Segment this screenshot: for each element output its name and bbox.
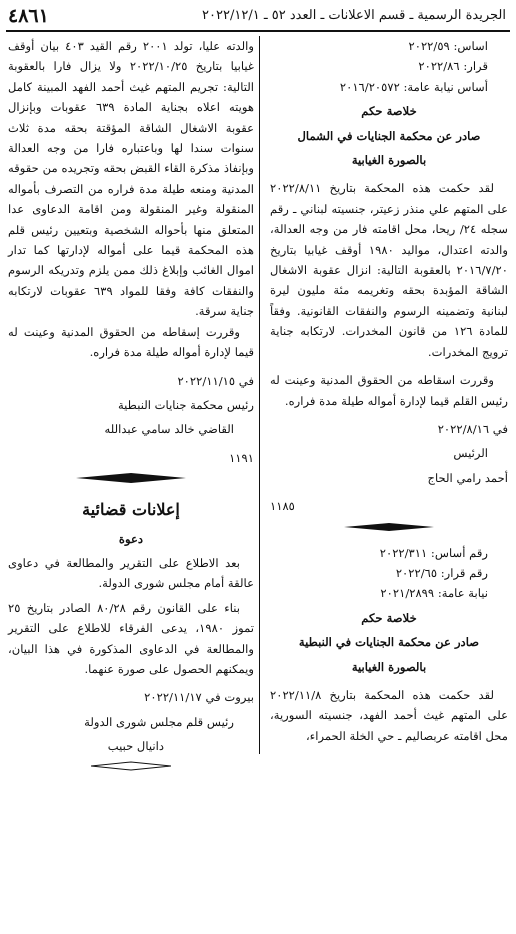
page-header (6, 4, 510, 32)
judgment-body: لقد حكمت هذه المحكمة بتاريخ ٢٠٢٢/٨/١١ على المتهم علي منذر زعيتر، جنسيته لبناني ـ رقم سجله ٢٤/ ريحا، محل اقامته فار من وجه العدالة، والدته اعتدال، مواليد ١٩٨٠ أوقف غيابيا بتاريخ ٢٠١٦/٧/٢٠ بالعقوبة التالية: انزال عقوبة الاشغال الشاقة المؤبدة بحقه وتغريمه مئة مليون ليرة لبنانية وتضمينه الرسوم والنفقات القانونية. وفقاً للمادة ١٢٦ من قانون المخدرات. لارتكابه جناية ترويج المخدرات. (270, 181, 509, 359)
header-title: الجريدة الرسمية ـ قسم الاعلانات ـ العدد ٥٢ ـ ٢٠٢٢/١٢/١ (202, 8, 506, 23)
prosecution-number-2: نيابة عامة: ٢٠٢١/٢٨٩٩ (380, 586, 488, 601)
basis-number-2: رقم أساس: ٢٠٢٢/٣١١ (379, 545, 488, 560)
closing-ornament (8, 761, 254, 779)
right-column (270, 36, 508, 930)
left-column (8, 36, 254, 930)
judgment-date-left: في ٢٠٢٢/١١/١٥ (177, 373, 254, 388)
absentia-heading-2: بالصورة الغيابية (351, 659, 427, 674)
judgment-date: في ٢٠٢٢/٨/١٦ (437, 421, 508, 436)
notice-paragraph-2: بناء على القانون رقم ٨٠/٢٨ الصادر بتاريخ ٢٥ تموز ١٩٨٠، يدعى الفرقاء للاطلاع على التقرير والمطالعة في الدعاوى المذكورة في هذا البيان، ويمكنهم الحصول على صورة عنهما. (8, 600, 254, 676)
prosecution-basis: أساس نيابة عامة: ٢٠١٦/٢٠٥٧٢ (339, 79, 488, 94)
column-divider (259, 36, 260, 754)
president-title: الرئيس (453, 446, 488, 461)
separator-bar (270, 521, 508, 539)
section-title: إعلانات قضائية (82, 500, 180, 520)
notice-heading: دعوة (118, 531, 144, 546)
judge-name: القاضي خالد سامي عبدالله (104, 422, 234, 437)
basis-number: اساس: ٢٠٢٢/٥٩ (408, 39, 488, 53)
notice-date: بيروت في ٢٠٢٢/١١/١٧ (144, 690, 254, 705)
absentia-heading: بالصورة الغيابية (351, 153, 427, 168)
page-number: ٤٨٦١ (8, 5, 49, 27)
summary-heading: خلاصة حكم (361, 104, 417, 119)
notice-paragraph-1: بعد الاطلاع على التقرير والمطالعة في دعاوى عالقة أمام مجلس شورى الدولة. (8, 555, 254, 591)
judgment-body-2: لقد حكمت هذه المحكمة بتاريخ ٢٠٢٢/١١/٨ على المتهم غيث أحمد الفهد، جنسيته السورية، محل اقامته عربصاليم ـ حي الخلة الحمراء، (270, 687, 508, 743)
registry-head: رئيس قلم مجلس شورى الدولة (84, 714, 234, 729)
reference-number: ١١٨٥ (270, 499, 295, 514)
court-heading-2: صادر عن محكمة الجنايات في النبطية (298, 635, 480, 650)
decision-number: قرار: ٢٠٢٢/٨٦ (418, 59, 488, 74)
court-president: رئيس محكمة جنايات النبطية (117, 397, 254, 412)
court-heading: صادر عن محكمة الجنايات في الشمال (297, 128, 481, 143)
registry-name: دانيال حبيب (107, 739, 164, 754)
judgment-continued: والدته عليا، تولد ٢٠٠١ رقم القيد ٤٠٣ بيان أوقف غيابيا بتاريخ ٢٠٢٢/١٠/٢٥ ولا يزال فارا بالعقوبة التالية: تجريم المتهم غيث أحمد الفهد المبينة كامل هويته اعلاه بجناية المادة ٦٣٩ عقوبات وبإنزال عقوبة الاشغال الشاقة المؤقتة بحقه مدة ثلاث سنوات سندا لها وباعتباره فارا من وجه العدالة وبإنفاذ مذكرة القاء القبض بحقه وتجريده من حقوقه المدنية ومنعه طيلة مدة فراره من التصرف بأمواله المنقولة وغير المنقولة ومن اقامة الدعاوى عدا المتعلق منها بأحواله الشخصية وبتعيين رئيس قلم هذه المحكمة قيما على أمواله لإدارتها كما تدار اموال الغائب وإبلاغ ذلك ممن يلزم وتدريكه الرسوم والنفقات كافة وفقا للمواد ٦٣٩ عقوبات لارتكابه جناية سرقة. (8, 39, 254, 319)
civil-rights-decision: وقررت اسقاطه من الحقوق المدنية وعينت له رئيس القلم قيما لإدارة أمواله طيلة مدة فراره. (270, 373, 508, 408)
summary-heading-2: خلاصة حكم (361, 610, 417, 625)
separator-bar-left (8, 472, 254, 490)
decision-number-2: رقم قرار: ٢٠٢٢/٦٥ (395, 565, 488, 580)
civil-rights-decision-left: وقررت إسقاطه من الحقوق المدنية وعينت له قيما لإدارة أمواله طيلة مدة فراره. (8, 324, 254, 360)
president-name: أحمد رامي الحاج (427, 470, 508, 485)
reference-number-left: ١١٩١ (229, 450, 254, 465)
